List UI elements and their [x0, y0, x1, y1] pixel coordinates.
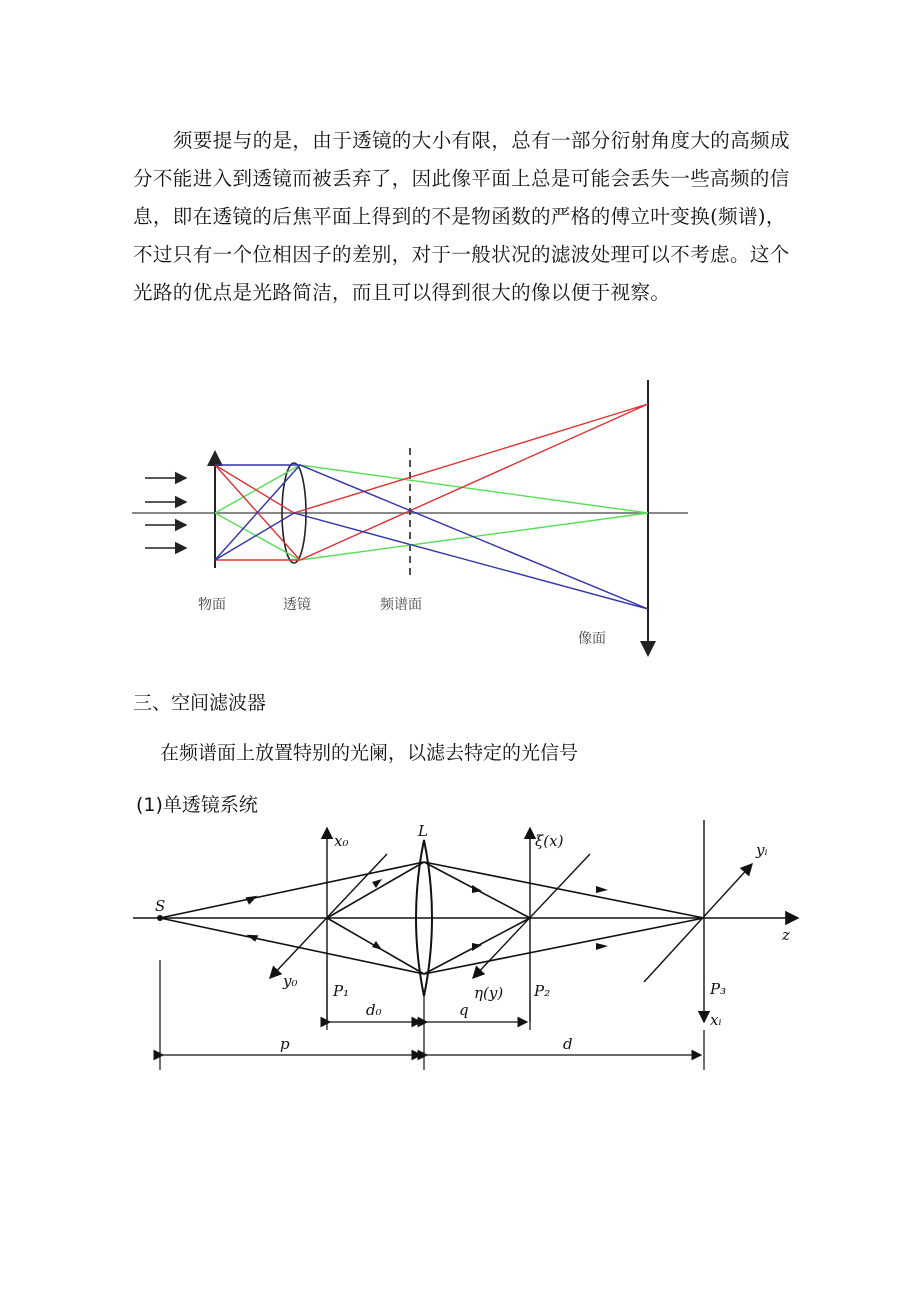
source-point	[157, 915, 163, 921]
paragraph-line-5: 光路的优点是光路简洁，而且可以得到很大的像以便于视察。	[133, 281, 671, 304]
label-x0: x₀	[334, 832, 349, 850]
ray-direction-arrows	[245, 879, 608, 951]
label-y0: y₀	[283, 972, 298, 990]
label-image-plane: 像面	[578, 631, 606, 647]
label-L: L	[418, 822, 428, 840]
label-z: z	[782, 926, 790, 944]
dimension-lines	[160, 960, 704, 1070]
label-S: S	[155, 897, 166, 915]
label-spectrum-plane: 频谱面	[380, 597, 422, 613]
paragraph-line-1: 须要提与的是，由于透镜的大小有限，总有一部分衍射角度大的高频成	[173, 129, 790, 152]
y0-axis	[270, 854, 387, 978]
section-heading: 三、空间滤波器	[133, 692, 267, 714]
label-P1: P₁	[333, 982, 350, 1000]
section-text: 在频谱面上放置特别的光阑，以滤去特定的光信号	[160, 742, 579, 764]
label-d: d	[563, 1035, 573, 1053]
paragraph-line-4: 不过只有一个位相因子的差别，对于一般状况的滤波处理可以不考虑。这个	[133, 243, 790, 266]
single-lens-system-title: (1)单透镜系统	[136, 794, 258, 816]
label-p: p	[280, 1035, 290, 1053]
label-lens: 透镜	[283, 597, 311, 613]
label-q: q	[459, 1001, 469, 1019]
label-yi: yᵢ	[756, 841, 768, 859]
label-xi-x: ξ(x)	[535, 832, 564, 850]
label-eta-y: η(y)	[474, 984, 504, 1002]
yi-axis	[644, 864, 752, 982]
label-xi: xᵢ	[710, 1011, 722, 1029]
label-object-plane: 物面	[198, 597, 226, 613]
label-d0: d₀	[366, 1001, 382, 1019]
eta-axis	[473, 854, 590, 978]
label-P2: P₂	[534, 982, 551, 1000]
paragraph-line-2: 分不能进入到透镜而被丢弃了，因此像平面上总是可能会丢失一些高频的信	[133, 167, 790, 190]
label-P3: P₃	[710, 980, 727, 998]
paragraph-line-3: 息，即在透镜的后焦平面上得到的不是物函数的严格的傅立叶变换(频谱)，	[133, 205, 786, 228]
